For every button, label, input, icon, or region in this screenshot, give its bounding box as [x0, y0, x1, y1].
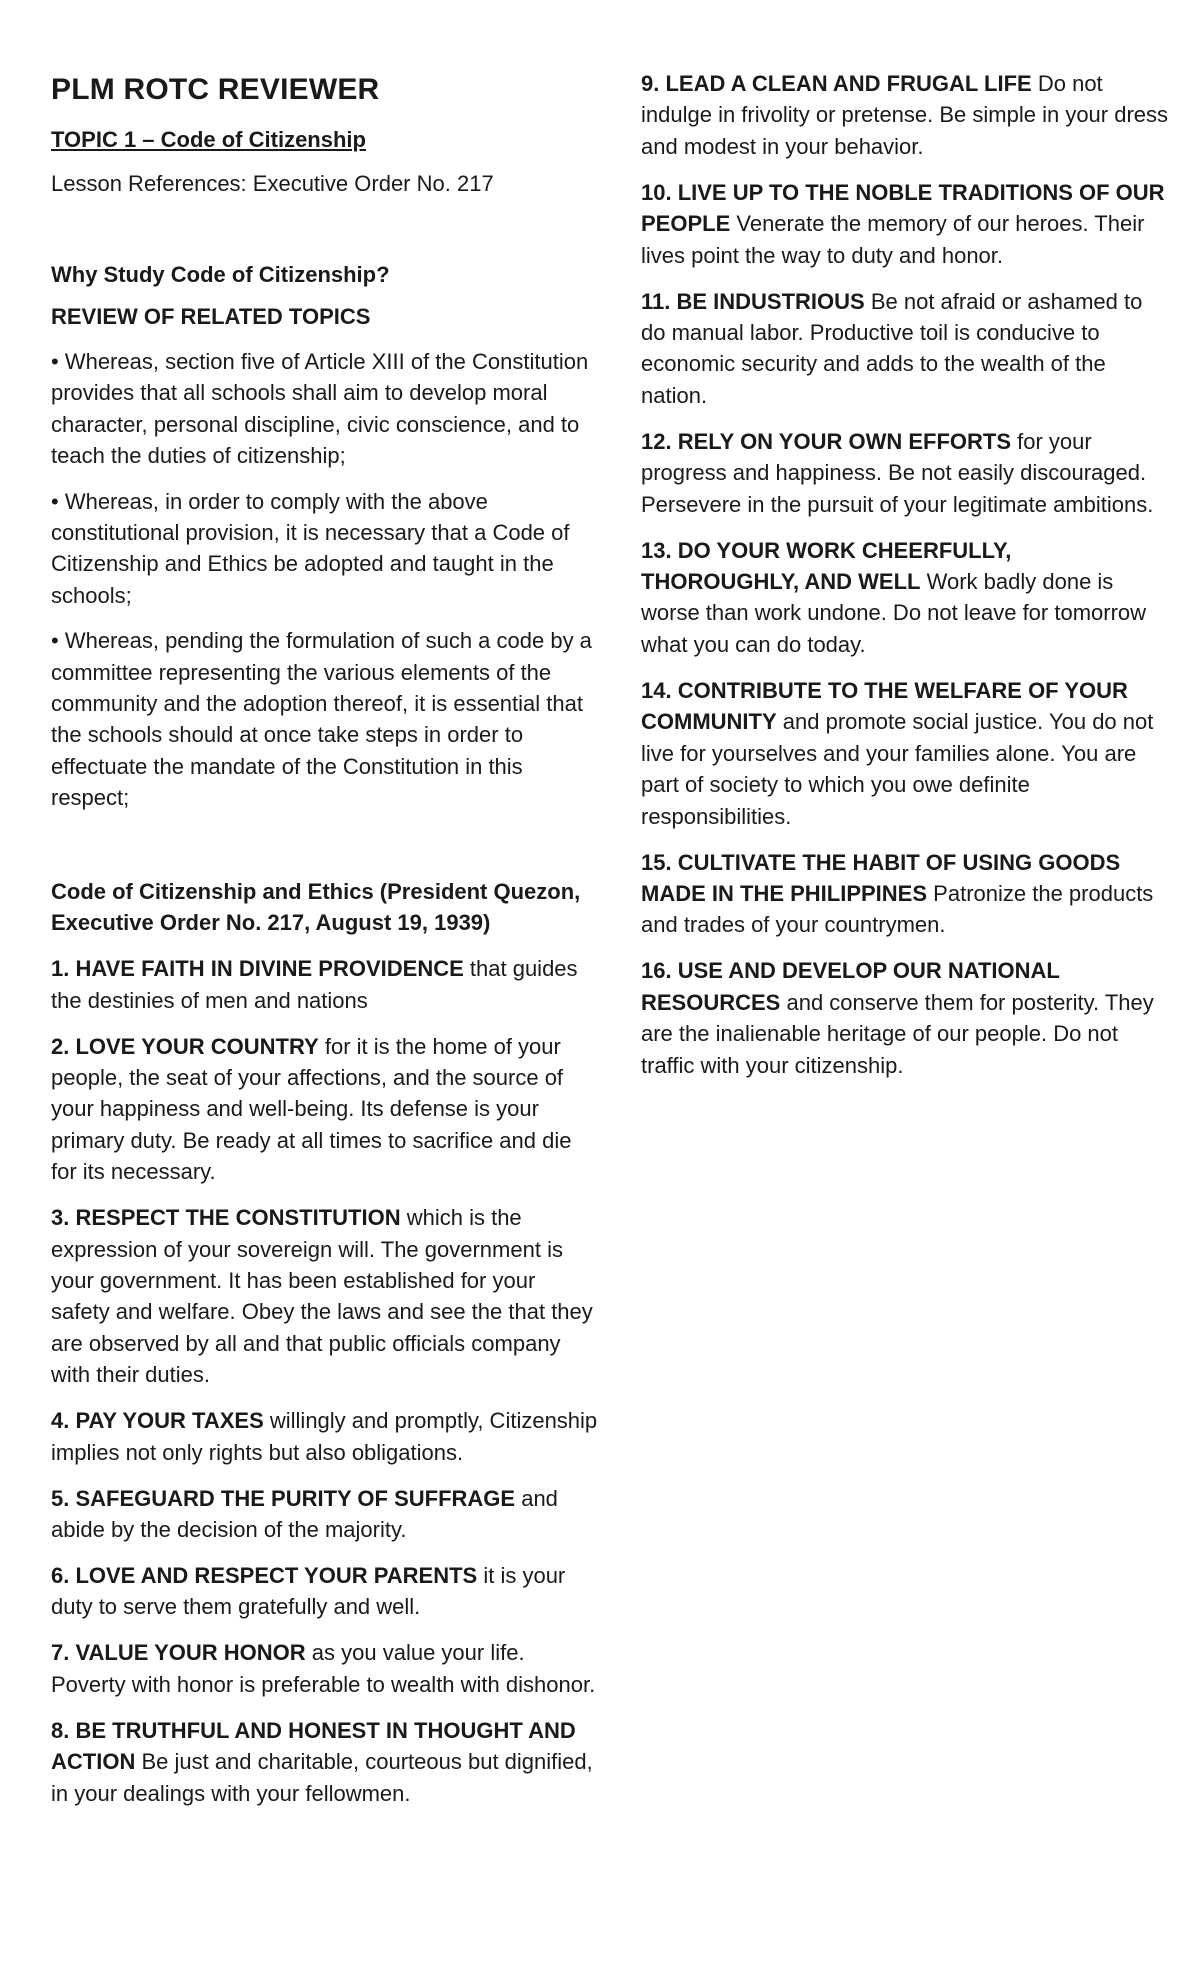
code-item-text: and abide by the decision of the majority.: [51, 1485, 558, 1542]
code-item-title: 2. LOVE YOUR COUNTRY: [51, 1033, 319, 1059]
code-item-title: 4. PAY YOUR TAXES: [51, 1408, 264, 1434]
code-item: [641, 177, 1171, 271]
code-item: [641, 955, 1171, 1081]
code-item-text: Work badly done is worse than work undone. Do not leave for tomorrow what you can do today.: [641, 569, 1147, 657]
code-item-text: as you value your life. Poverty with honor is preferable to wealth with dishonor.: [51, 1640, 596, 1697]
whereas-paragraph: • Whereas, in order to comply with the above constitutional provision, it is necessary that a Code of Citizenship and Ethics be adopted and taught in the schools;: [51, 488, 570, 608]
code-item-title: 16. USE AND DEVELOP OUR NATIONAL RESOURCES: [641, 958, 1060, 1015]
code-item-text: for it is the home of your people, the seat of your affections, and the source of your happiness and well-being. Its defense is your primary duty. Be ready at all times to sacrifice and die for its necessary.: [51, 1033, 572, 1185]
code-item: [641, 535, 1171, 661]
right-column: [641, 0, 1171, 1081]
topic-heading: TOPIC 1 – Code of Citizenship: [51, 127, 366, 152]
code-item-text: Be just and charitable, courteous but dignified, in your dealings with your fellowmen.: [51, 1749, 593, 1806]
code-item-title: 1. HAVE FAITH IN DIVINE PROVIDENCE: [51, 956, 464, 982]
code-item-text: Patronize the products and trades of your countrymen.: [641, 880, 1154, 938]
whereas-paragraph: • Whereas, section five of Article XIII of the Constitution provides that all schools shall aim to develop moral character, personal discipline, civic conscience, and to teach the duties of citizenship;: [51, 349, 589, 469]
code-item-text: Venerate the memory of our heroes. Their lives point the way to duty and honor.: [641, 211, 1145, 268]
code-item: [641, 286, 1171, 412]
code-item-title: 9. LEAD A CLEAN AND FRUGAL LIFE: [641, 71, 1032, 96]
code-item-title: 3. RESPECT THE CONSTITUTION: [51, 1205, 401, 1231]
code-item-title: 15. CULTIVATE THE HABIT OF USING GOODS MADE IN THE PHILIPPINES: [641, 849, 1121, 906]
code-item: [51, 953, 599, 1016]
code-item: [51, 1560, 599, 1623]
review-heading: REVIEW OF RELATED TOPICS: [51, 304, 371, 329]
code-item-title: 7. VALUE YOUR HONOR: [51, 1640, 306, 1666]
code-item-text: for your progress and happiness. Be not easily discouraged. Persevere in the pursuit of your legitimate ambitions.: [641, 428, 1154, 517]
why-study-heading: Why Study Code of Citizenship?: [51, 262, 390, 287]
code-item: [641, 68, 1171, 162]
code-item-text: it is your duty to serve them gratefully and well.: [51, 1562, 566, 1620]
code-item-text: and conserve them for posterity. They are the inalienable heritage of our people. Do not traffic with your citizenship.: [641, 989, 1154, 1078]
code-item-title: 6. LOVE AND RESPECT YOUR PARENTS: [51, 1562, 478, 1588]
code-item: [641, 847, 1171, 941]
code-item-title: 8. BE TRUTHFUL AND HONEST IN THOUGHT AND ACTION: [51, 1717, 576, 1775]
code-item-text: and promote social justice. You do not live for yourselves and your families alone. You are part of society to which you owe definite responsibilities.: [641, 709, 1154, 829]
code-item: [51, 1031, 599, 1188]
code-item: [51, 1637, 599, 1700]
code-item: [51, 1202, 599, 1390]
code-item: [641, 675, 1171, 832]
code-item: [51, 1715, 599, 1809]
code-item-text: Be not afraid or ashamed to do manual labor. Productive toil is conducive to economic security and adds to the wealth of the nation.: [641, 288, 1143, 408]
left-column: [51, 0, 599, 1809]
code-item-title: 14. CONTRIBUTE TO THE WELFARE OF YOUR COMMUNITY: [641, 677, 1128, 735]
code-item-text: Do not indulge in frivolity or pretense. Be simple in your dress and modest in your behavior.: [641, 71, 1169, 159]
code-item: [641, 426, 1171, 520]
code-item-text: which is the expression of your sovereign will. The government is your government. It has been established for your safety and welfare. Obey the laws and see the that they are observed by all and that public officials company with their duties.: [51, 1205, 593, 1388]
code-item-title: 12. RELY ON YOUR OWN EFFORTS: [641, 428, 1011, 454]
whereas-paragraph: • Whereas, pending the formulation of such a code by a committee representing the various elements of the community and the adoption thereof, it is essential that the schools should at once take steps in order to effectuate the mandate of the Constitution in this respect;: [51, 628, 592, 811]
code-item-title: 5. SAFEGUARD THE PURITY OF SUFFRAGE: [51, 1485, 516, 1511]
code-item: [51, 1483, 599, 1546]
code-heading: Code of Citizenship and Ethics (President Quezon, Executive Order No. 217, August 19, 1939): [51, 878, 581, 936]
code-item: [51, 1405, 599, 1468]
code-item-title: 13. DO YOUR WORK CHEERFULLY, THOROUGHLY, AND WELL: [641, 537, 1012, 595]
code-item-title: 11. BE INDUSTRIOUS: [641, 288, 865, 314]
document-title: PLM ROTC REVIEWER: [51, 73, 380, 106]
code-item-text: willingly and promptly, Citizenship implies not only rights but also obligations.: [51, 1408, 598, 1465]
lesson-references: Lesson References: Executive Order No. 217: [51, 171, 494, 196]
code-item-text: that guides the destinies of men and nations: [51, 956, 578, 1013]
code-item-title: 10. LIVE UP TO THE NOBLE TRADITIONS OF OUR PEOPLE: [641, 179, 1165, 237]
